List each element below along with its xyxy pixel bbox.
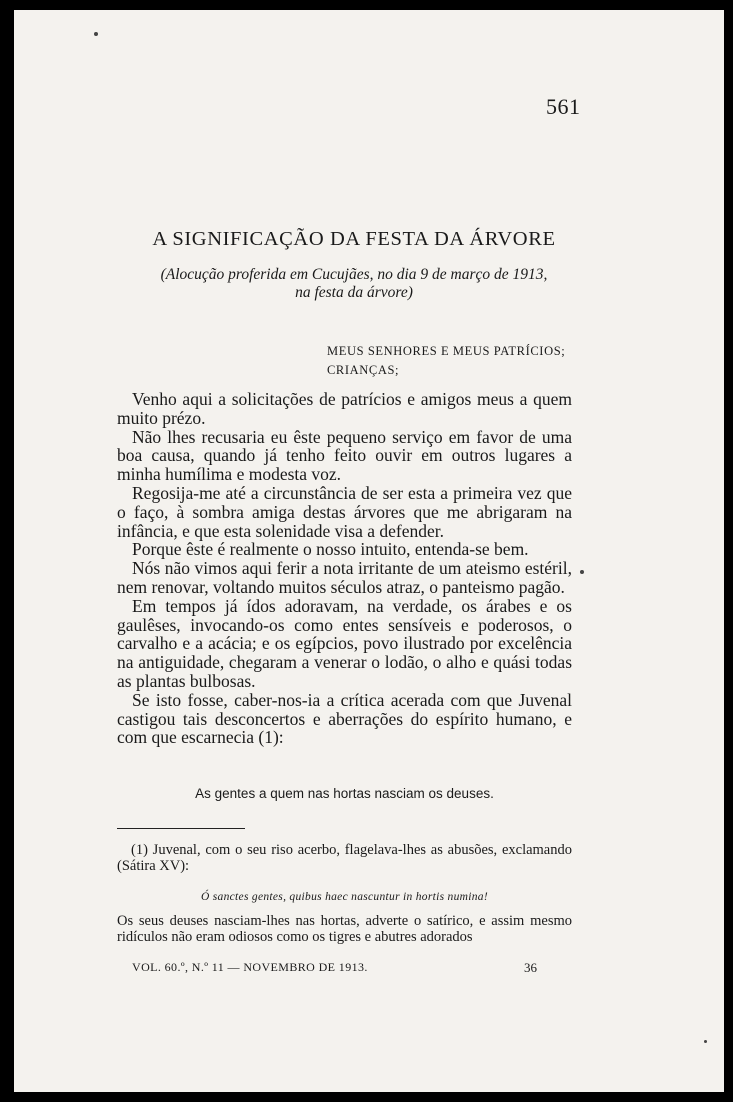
verse-quote: As gentes a quem nas hortas nasciam os deuses. (195, 786, 494, 801)
subtitle-line-1: (Alocução proferida em Cucujães, no dia 9 de março de 1913, (160, 266, 548, 283)
paragraph-7: Se isto fosse, caber-nos-ia a crítica acerada com que Juvenal castigou tais desconcertos e aberrações do espírito humano, e com que escarnecia (1): (117, 689, 572, 748)
article-title: A SIGNIFICAÇÃO DA FESTA DA ÁRVORE (152, 228, 556, 250)
scan-speck (704, 1040, 707, 1043)
scan-speck (94, 32, 98, 36)
page-number: 561 (546, 94, 581, 119)
signature-number: 36 (524, 960, 537, 975)
paragraph-6: Em tempos já ídos adoravam, na verdade, os árabes e os gaulêses, invocando-os como entes sensíveis e poderosos, o carvalho e a acácia; e os egípcios, povo ilustrado por excelência na antiguidade, chegaram a venerar o lodão, o alho e quási todas as plantas bulbosas. (117, 595, 572, 691)
body-text (117, 390, 572, 747)
paragraph-2: Não lhes recusaria eu êste pequeno serviço em favor de uma boa causa, quando já tenho feito ouvir em outros lugares a minha humílima e modesta voz. (117, 426, 572, 485)
salutation-line-2: CRIANÇAS; (327, 363, 400, 377)
footnote (117, 842, 572, 874)
footnote-text: (1) Juvenal, com o seu riso acerbo, flagelava-lhes as abusões, exclamando (Sátira XV): (117, 842, 572, 874)
footnote-latin-quote: Ó sanctes gentes, quibus haec nascuntur in hortis numina! (200, 891, 488, 903)
paragraph-3: Regosija-me até a circunstância de ser esta a primeira vez que o faço, à sombra amiga destas árvores que me abrigaram na infância, e que esta solenidade visa a defender. (117, 482, 572, 541)
journal-footer: VOL. 60.º, N.º 11 — NOVEMBRO DE 1913. (132, 960, 368, 974)
paragraph-4: Porque êste é realmente o nosso intuito, entenda-se bem. (132, 539, 529, 560)
paragraph-5: Nós não vimos aqui ferir a nota irritante de um ateismo estéril, nem renovar, voltando muitos séculos atraz, o panteismo pagão. (117, 558, 572, 597)
salutation (327, 342, 565, 380)
book-page (14, 10, 724, 1092)
footnote-rule (117, 828, 245, 829)
footnote-continuation (117, 913, 572, 945)
scan-speck (580, 570, 584, 574)
article-subtitle (94, 266, 614, 302)
footnote-continuation-text: Os seus deuses nasciam-lhes nas hortas, adverte o satírico, e assim mesmo ridículos não eram odiosos como os tigres e abutres adorados (117, 913, 572, 945)
subtitle-line-2: na festa da árvore) (295, 284, 413, 301)
paragraph-1: Venho aqui a solicitações de patrícios e amigos meus a quem muito prézo. (117, 389, 572, 428)
salutation-line-1: MEUS SENHORES E MEUS PATRÍCIOS; (327, 344, 566, 358)
